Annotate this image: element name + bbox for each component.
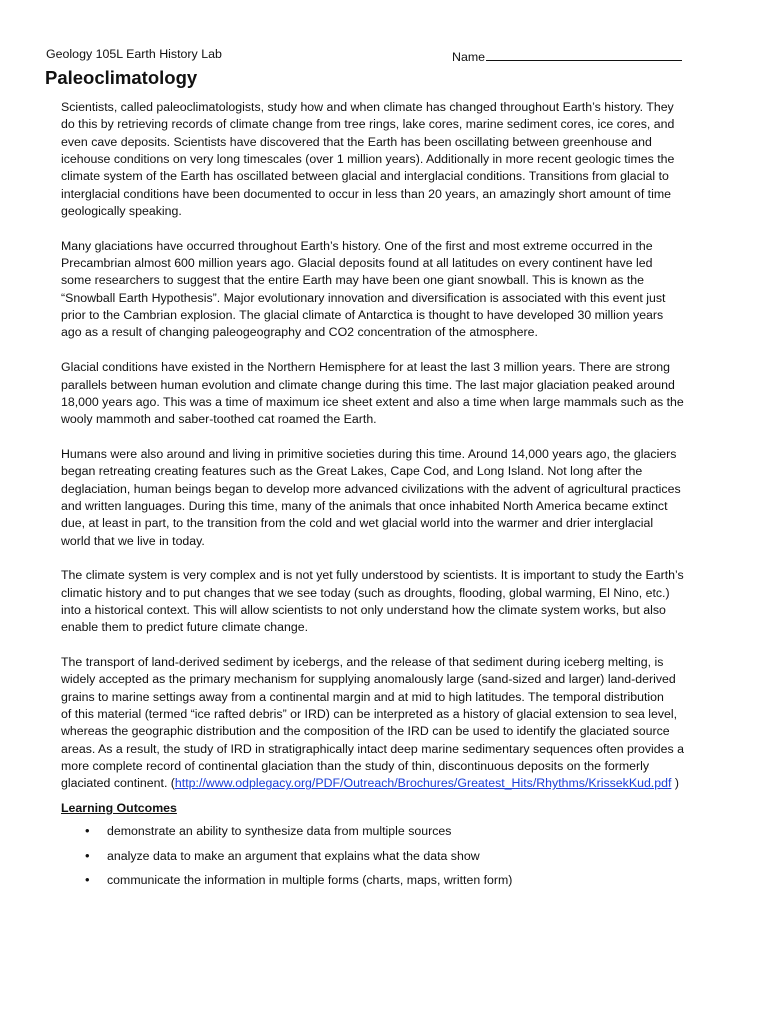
page-title: Paleoclimatology <box>45 67 198 88</box>
name-blank-line <box>486 47 682 61</box>
text-line: The transport of land-derived sediment by icebergs, and the release of that sediment during iceberg melting, is <box>61 655 664 669</box>
list-item-text: analyze data to make an argument that explains what the data show <box>107 848 480 863</box>
text-line: some researchers to suggest that the entire Earth may have been one giant snowball. This is known as the <box>61 273 645 288</box>
text-line: more complete record of continental glaciation than the study of thin, discontinuous deposits on the formerly <box>61 759 650 774</box>
text-line: Glacial conditions have existed in the Northern Hemisphere for at least the last 3 million years. There are strong <box>61 360 671 375</box>
body-text <box>61 99 707 810</box>
citation-line <box>61 775 707 792</box>
text-line: Humans were also around and living in primitive societies during this time. Around 14,000 years ago, the glaciers <box>61 446 677 461</box>
text-line: wooly mammoth and saber-toothed cat roamed the Earth. <box>61 412 377 427</box>
text-line: parallels between human evolution and climate change during this time. The last major glaciation peaked around <box>61 377 675 392</box>
citation-suffix: ) <box>671 776 679 791</box>
bullet-icon: • <box>85 847 90 863</box>
page-header <box>46 47 696 65</box>
text-line: icehouse conditions on very long timescales (over 1 million years). Additionally in more recent geologic times the <box>61 152 675 167</box>
text-line: prior to the Cambrian explosion. The glacial climate of Antarctica is thought to have developed 30 million years <box>61 308 664 323</box>
text-line: and written languages. During this time, many of the animals that once inhabited North America became extinct <box>61 498 668 513</box>
paragraph <box>61 446 707 550</box>
paragraph <box>61 238 707 342</box>
paragraph <box>61 567 707 636</box>
list-item-text: communicate the information in multiple forms (charts, maps, written form) <box>107 873 513 887</box>
learning-outcomes-list <box>61 824 701 898</box>
text-line: enable them to predict future climate change. <box>61 620 309 635</box>
text-line: deglaciation, human beings began to develop more advanced civilizations with the advent of agricultural practices <box>61 481 681 496</box>
text-line: even cave deposits. Scientists have discovered that the Earth has been oscillating between greenhouse and <box>61 134 652 149</box>
text-line: due, at least in part, to the transition from the cold and wet glacial world into the warmer and drier interglacial <box>61 516 654 531</box>
bullet-icon: • <box>85 872 90 887</box>
text-line: ago as a result of changing paleogeography and CO2 concentration of the atmosphere. <box>61 325 538 340</box>
text-line: areas. As a result, the study of IRD in stratigraphically intact deep marine sedimentary sequences often provides a <box>61 741 684 756</box>
name-field <box>452 47 682 64</box>
text-line: do this by retrieving records of climate change from tree rings, lake cores, marine sediment cores, ice cores, and <box>61 117 675 132</box>
text-line: of this material (termed “ice rafted debris” or IRD) can be interpreted as a history of glacial extension to sea level, <box>61 707 678 722</box>
name-label: Name <box>452 50 486 64</box>
text-line: 18,000 years ago. This was a time of maximum ice sheet extent and also a time when large mammals such as the <box>61 394 684 409</box>
source-link[interactable]: http://www.odplegacy.org/PDF/Outreach/Brochures/Greatest_Hits/Rhythms/KrissekKud.pdf <box>174 776 672 791</box>
learning-outcomes-heading: Learning Outcomes <box>61 801 177 815</box>
text-line: “Snowball Earth Hypothesis”. Major evolutionary innovation and diversification is associated with this event just <box>61 290 666 305</box>
text-line: Many glaciations have occurred throughout Earth’s history. One of the first and most extreme occurred in the <box>61 238 653 253</box>
citation-prefix: glaciated continent. ( <box>61 776 175 791</box>
paragraph <box>61 654 707 793</box>
list-item <box>61 824 701 849</box>
text-line: whereas the geographic distribution and the composition of the IRD can be used to identify the glaciated source <box>61 724 670 739</box>
text-line: climate system of the Earth has oscillated between glacial and interglacial conditions. Transitions from glacial to <box>61 169 669 184</box>
text-line: grains to marine settings away from a continental margin and at mid to high latitudes. The temporal distribution <box>61 689 664 704</box>
text-line: climatic history and to put changes that we see today (such as droughts, flooding, global warming, El Nino, etc.) <box>61 585 670 600</box>
text-line: into a historical context. This will allow scientists to not only understand how the climate system works, but also <box>61 602 666 617</box>
text-line: The climate system is very complex and is not yet fully understood by scientists. It is important to study the Earth’s <box>61 568 684 583</box>
list-item <box>61 849 701 874</box>
paragraph <box>61 99 707 220</box>
text-line: Precambrian almost 600 million years ago. Glacial deposits found at all latitudes on every continent have led <box>61 256 653 271</box>
text-line: widely accepted as the primary mechanism for supplying anomalously large (sand-sized and larger) land-derived <box>61 672 676 687</box>
paragraph <box>61 359 707 428</box>
text-line: began retreating creating features such as the Great Lakes, Cape Cod, and Long Island. Not long after the <box>61 464 643 479</box>
list-item <box>61 873 701 898</box>
bullet-icon: • <box>85 823 90 838</box>
text-line: geologically speaking. <box>61 204 182 219</box>
text-line: interglacial conditions have been documented to occur in less than 20 years, an amazingly short amount of time <box>61 186 671 201</box>
course-title: Geology 105L Earth History Lab <box>46 47 222 61</box>
text-line: Scientists, called paleoclimatologists, study how and when climate has changed throughout Earth’s history. They <box>61 100 674 114</box>
list-item-text: demonstrate an ability to synthesize data from multiple sources <box>107 824 452 838</box>
text-line: world that we live in today. <box>61 533 205 548</box>
